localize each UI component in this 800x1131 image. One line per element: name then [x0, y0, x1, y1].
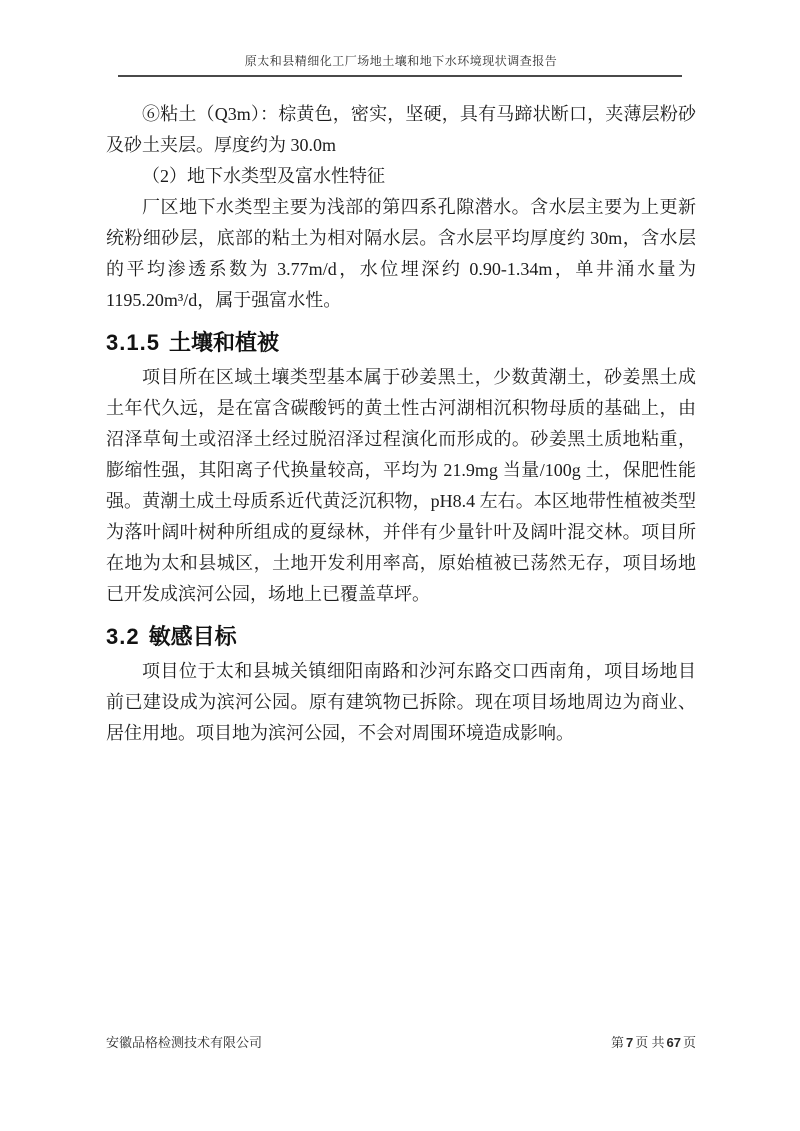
- header-rule: [118, 75, 682, 77]
- footer-page-number: [611, 1032, 696, 1051]
- paragraph-groundwater-subtitle: （2）地下水类型及富水性特征: [142, 166, 385, 186]
- footer-current-page: 7: [626, 1035, 634, 1050]
- page-body: [106, 99, 696, 749]
- footer-page-prefix: 第: [611, 1035, 625, 1050]
- paragraph-groundwater: 厂区地下水类型主要为浅部的第四系孔隙潜水。含水层主要为上更新统粉细砂层，底部的粘土为相对隔水层。含水层平均厚度约 30m，含水层的平均渗透系数为 3.77m/d，水位埋深约 0.90-1.34m，单井涌水量为 1195.20m³/d，属于强富水性。: [106, 197, 696, 310]
- paragraph-sensitive-targets: 项目位于太和县城关镇细阳南路和沙河东路交口西南角，项目场地目前已建设成为滨河公园。原有建筑物已拆除。现在项目场地周边为商业、居住用地。项目地为滨河公园，不会对周围环境造成影响。: [106, 661, 696, 743]
- section-heading-sensitive-targets: [106, 624, 696, 650]
- section-title-sensitive-targets: 敏感目标: [148, 624, 237, 649]
- section-number-sensitive-targets: 3.2: [106, 624, 140, 649]
- footer-total-pages: 67: [666, 1035, 681, 1050]
- paragraph-soil-vegetation: 项目所在区域土壤类型基本属于砂姜黑土，少数黄潮土，砂姜黑土成土年代久远，是在富含碳酸钙的黄土性古河湖相沉积物母质的基础上，由沼泽草甸土或沼泽土经过脱沼泽过程演化而形成的。砂姜黑土质地粘重，膨缩性强，其阳离子代换量较高，平均为 21.9mg 当量/100g 土，保肥性能强。黄潮土成土母质系近代黄泛沉积物，pH8.4 左右。本区地带性植被类型为落叶阔叶树种所组成的夏绿林，并伴有少量针叶及阔叶混交林。项目所在地为太和县城区，土地开发利用率高，原始植被已荡然无存，项目场地已开发成滨河公园，场地上已覆盖草坪。: [106, 367, 696, 604]
- header-title: 原太和县精细化工厂场地土壤和地下水环境现状调查报告: [244, 54, 558, 68]
- page-header: [106, 0, 696, 77]
- page-footer: [106, 1032, 696, 1051]
- footer-page-middle: 页 共: [635, 1035, 665, 1050]
- section-title-soil-vegetation: 土壤和植被: [168, 330, 279, 355]
- section-number-soil-vegetation: 3.1.5: [106, 330, 160, 355]
- paragraph-clay-layer: ⑥粘土（Q3m）：棕黄色，密实，坚硬，具有马蹄状断口，夹薄层粉砂及砂土夹层。厚度约为 30.0m: [106, 104, 696, 155]
- footer-company-name: 安徽品格检测技术有限公司: [106, 1035, 263, 1050]
- footer-page-suffix: 页: [682, 1035, 696, 1050]
- section-heading-soil-vegetation: [106, 330, 696, 356]
